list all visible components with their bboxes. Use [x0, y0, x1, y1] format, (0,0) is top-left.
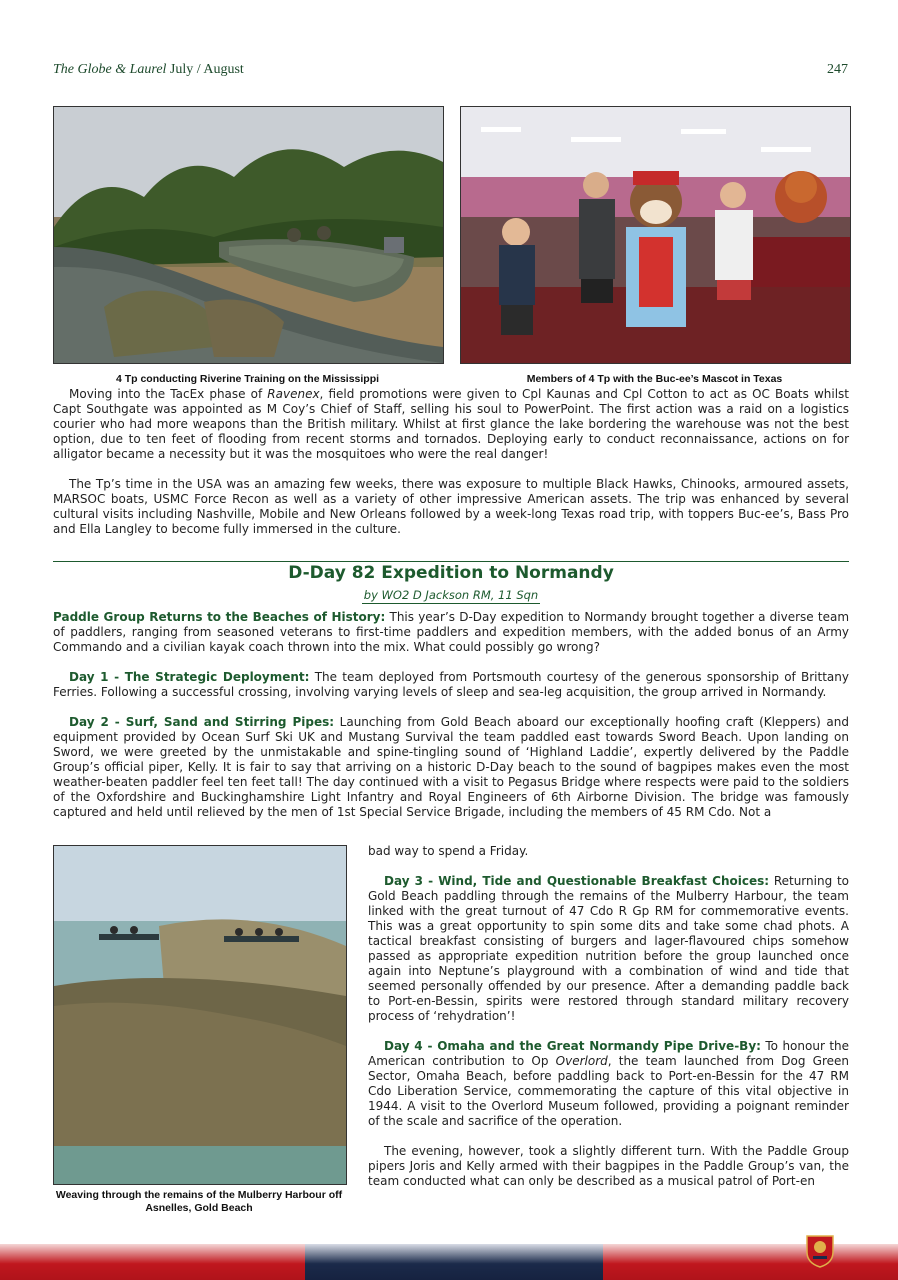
running-header	[53, 62, 244, 78]
bucees-mascot-photo	[460, 106, 851, 364]
article-body-full	[53, 610, 849, 820]
footer-navy-block	[305, 1244, 603, 1280]
paragraph-evening: The evening, however, took a slightly different turn. With the Paddle Group pipers Joris and Kelly armed with their bagpipes in the Paddle Group’s van, the team conducted what can only be described as a musical patrol of Port-en	[368, 1144, 849, 1188]
article-title: D-Day 82 Expedition to Normandy	[288, 563, 614, 583]
intro-text	[53, 387, 849, 537]
intro-paragraph-1: Moving into the TacEx phase of Ravenex, field promotions were given to Cpl Kaunas and Cpl Cotton to act as OC Boats whilst Capt Southgate was appointed as M Coy’s Chief of Staff, selling his soul to PowerPoint. The first action was a raid on a logistics courier who had more weapons than the British military. Whilst at first glance the lake bordering the warehouse was not the best option, due to ten feet of flooding from recent storms and tornados. Deploying early to conduct reconnaissance, actions on for alligator became a necessity but it was the mosquitoes who were the real danger!	[53, 387, 849, 461]
paragraph-day-2-tail: bad way to spend a Friday.	[368, 844, 529, 858]
riverine-training-photo	[53, 106, 444, 364]
photo-caption-bucees: Members of 4 Tp with the Buc-ee’s Mascot in Texas	[526, 373, 783, 385]
paragraph-paddle-group: Paddle Group Returns to the Beaches of History: This year’s D-Day expedition to Normandy brought together a diverse team of paddlers, ranging from seasoned veterans to first-time paddlers and expedition members, with the added bonus of an Army Commando and a civilian kayak coach thrown into the mix. What could possibly go wrong?	[53, 610, 850, 654]
footer-band	[0, 1244, 898, 1280]
corps-crest-icon	[805, 1232, 835, 1268]
intro-paragraph-2: The Tp’s time in the USA was an amazing few weeks, there was exposure to multiple Black Hawks, Chinooks, armoured assets, MARSOC boats, USMC Force Recon as well as a variety of other impressive American assets. The trip was enhanced by several cultural visits including Nashville, Mobile and New Orleans followed by a week-long Texas road trip, with toppers Buc-ee’s, Bass Pro and Ella Langley to become fully immersed in the culture.	[53, 477, 849, 536]
page-number: 247	[827, 62, 848, 77]
paragraph-day-2: Day 2 - Surf, Sand and Stirring Pipes: Launching from Gold Beach aboard our exceptionally hoofing craft (Kleppers) and equipment provided by Ocean Surf Ski UK and Mustang Survival the team paddled east towards Sword Beach. Upon landing on Sword, we were greeted by the unmistakable and spine-tingling sound of ‘Highland Laddie’, expertly delivered by the Paddle Group’s official piper, Kelly. It is fair to say that arriving on a historic D-Day beach to the sound of bagpipes makes even the most weather-beaten paddler feel ten feet tall! The day continued with a visit to Pegasus Bridge where respects were paid to the soldiers of the Oxfordshire and Buckinghamshire Light Infantry and Royal Engineers of 6th Airborne Division. The bridge was famously captured and held until relieved by the men of 1st Special Service Brigade, including the members of 45 RM Cdo. Not a	[53, 715, 849, 819]
issue-label: July / August	[169, 62, 244, 77]
section-divider	[53, 561, 849, 562]
photo-caption-riverine: 4 Tp conducting Riverine Training on the Mississippi	[115, 373, 380, 385]
mulberry-harbour-photo	[53, 845, 347, 1185]
footer-red-block-right	[603, 1244, 898, 1280]
paragraph-day-4: Day 4 - Omaha and the Great Normandy Pipe Drive-By: To honour the American contribution to Op Overlord, the team launched from Dog Green Sector, Omaha Beach, before paddling back to Port-en-Bessin for the 47 RM Cdo Liberation Service, commemorating the capture of this vital objective in 1944. A visit to the Overlord Museum followed, providing a poignant reminder of the scale and sacrifice of the operation.	[368, 1039, 850, 1128]
paragraph-day-3: Day 3 - Wind, Tide and Questionable Breakfast Choices: Returning to Gold Beach paddling through the remains of the Mulberry Harbour, the team linked with the great turnout of 47 Cdo R Gp RM for commemorative events. This was a great opportunity to spin some dits and take some chad phots. A tactical breakfast consisting of burgers and lager-flavoured chips somehow passed as appropriate expedition nutrition before the group launched once again into Neptune’s playground with a combination of wind and tide that seemed personally offended by our presence. After a demanding paddle back to Port-en-Bessin, spirits were restored through standard military recovery process of ‘rehydration’!	[368, 874, 849, 1023]
article-byline: by WO2 D Jackson RM, 11 Sqn	[363, 588, 539, 602]
article-body-right-column	[368, 844, 849, 1189]
paragraph-day-1: Day 1 - The Strategic Deployment: The team deployed from Portsmouth courtesy of the generous sponsorship of Brittany Ferries. Following a successful crossing, involving varying levels of sleep and sea-leg acquisition, the group arrived in Normandy.	[53, 670, 849, 699]
footer-red-block	[0, 1244, 305, 1280]
publication-name: The Globe & Laurel	[53, 62, 167, 77]
photo-caption-mulberry: Weaving through the remains of the Mulberry Harbour off Asnelles, Gold Beach	[55, 1189, 343, 1214]
